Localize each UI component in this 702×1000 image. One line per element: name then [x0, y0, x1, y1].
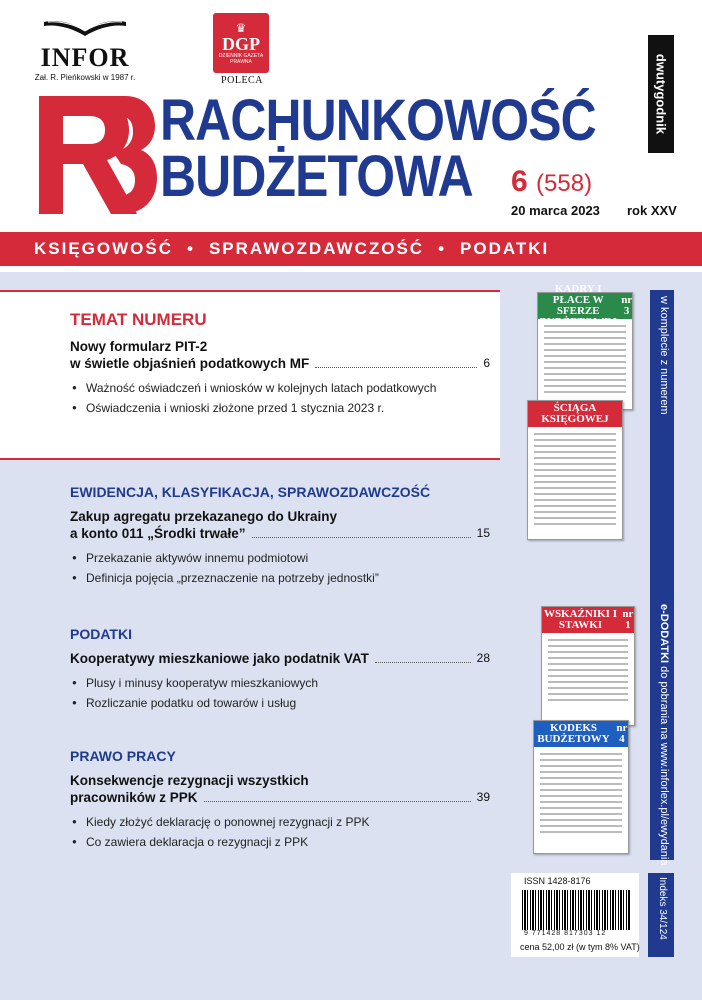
article-title[interactable] — [70, 508, 490, 542]
insert-thumbnail[interactable] — [537, 283, 633, 410]
eagle-icon: ♛ — [235, 21, 247, 35]
list-item: ● Ważność oświadczeń i wniosków w kolejnych latach podatkowych — [70, 380, 490, 396]
edodatki-bold: e-DODATKI — [658, 604, 670, 664]
article-title-line: Nowy formularz PIT-2 — [70, 339, 208, 354]
insert-thumbnail[interactable] — [527, 400, 623, 540]
insert-thumbnail[interactable] — [533, 720, 629, 854]
issue-year: rok XXV — [627, 203, 677, 218]
list-item: ● Przekazanie aktywów innemu podmiotowi — [70, 550, 490, 566]
index-label: Indeks 34/124 — [657, 877, 668, 940]
price: cena 52,00 zł (w tym 8% VAT) — [520, 942, 640, 952]
article-title-line: w świetle objaśnień podatkowych MF — [70, 356, 310, 371]
article-title-line: a konto 011 „Środki trwałe” — [70, 526, 246, 541]
article-title-line: pracowników z PPK — [70, 790, 198, 805]
insert-title: KODEKS BUDŻETOWY nr 4 — [534, 721, 628, 747]
infor-founded: Zał. R. Pieńkowski w 1987 r. — [34, 73, 136, 82]
section-podatki — [70, 626, 490, 715]
article-title[interactable] — [70, 650, 490, 667]
section-heading: PRAWO PRACY — [70, 748, 176, 764]
article-title-line: Konsekwencje rezygnacji wszystkich — [70, 773, 309, 788]
issn: ISSN 1428-8176 — [524, 876, 591, 886]
title-line-1: RACHUNKOWOŚĆ — [160, 88, 596, 153]
topic-3: PODATKI — [460, 239, 550, 258]
section-ewidencja — [70, 484, 490, 590]
insert-title: KADRY I PŁACE W SFERZE BUDŻETOWEJ nr 3 — [539, 283, 633, 328]
section-temat-numeru — [70, 310, 490, 420]
issue-number — [511, 165, 592, 199]
topic-sep: • — [187, 239, 195, 258]
article-title-line: Zakup agregatu przekazanego do Ukrainy — [70, 509, 338, 524]
bundle-label: w komplecie z numerem — [658, 296, 670, 415]
frequency-badge — [648, 35, 674, 153]
rb-logo-icon — [33, 88, 158, 223]
insert-thumbnail[interactable] — [541, 606, 635, 726]
section-heading: TEMAT NUMERU — [70, 310, 207, 329]
list-item: ● Kiedy złożyć deklarację o ponownej rezygnacji z PPK — [70, 814, 490, 830]
section-heading: EWIDENCJA, KLASYFIKACJA, SPRAWOZDAWCZOŚĆ — [70, 484, 431, 500]
dgp-poleca: POLECA — [221, 75, 263, 86]
dgp-logo — [213, 13, 271, 86]
article-title[interactable] — [70, 772, 490, 806]
issue-total: (558) — [536, 170, 593, 197]
issue-date: 20 marca 2023 — [511, 203, 600, 218]
topic-2: SPRAWOZDAWCZOŚĆ — [208, 239, 425, 258]
insert-title: WSKAŹNIKI I STAWKI nr 1 — [543, 608, 634, 631]
issue-no: 6 — [511, 165, 528, 198]
page-number: 39 — [476, 790, 490, 804]
open-book-icon — [42, 18, 128, 38]
list-item: ● Plusy i minusy kooperatyw mieszkaniowych — [70, 675, 490, 691]
dgp-subtitle: DZIENNIK GAZETA PRAWNA — [218, 53, 264, 65]
topics-bar — [0, 232, 702, 266]
infor-logo — [30, 18, 140, 82]
barcode-digits: 9 771428 817303 12 — [524, 930, 607, 937]
barcode-icon — [522, 890, 630, 930]
infor-wordmark: INFOR — [40, 43, 130, 72]
dgp-wordmark: DGP — [222, 34, 260, 54]
list-item: ● Rozliczanie podatku od towarów i usług — [70, 695, 490, 711]
topic-sep: • — [438, 239, 447, 258]
page-number: 6 — [483, 356, 490, 370]
list-item: ● Definicja pojęcia „przeznaczenie na potrzeby jednostki” — [70, 570, 490, 586]
topic-1: KSIĘGOWOŚĆ — [34, 239, 174, 258]
edodatki-rest: do pobrania na www.inforlex.pl/ewydania — [658, 663, 670, 866]
page-number: 15 — [476, 526, 490, 540]
index-badge — [648, 873, 674, 957]
section-prawo-pracy — [70, 748, 490, 854]
page-number: 28 — [476, 651, 490, 665]
section-heading: PODATKI — [70, 626, 132, 642]
article-title[interactable] — [70, 338, 490, 372]
list-item: ● Co zawiera deklaracja o rezygnacji z PPK — [70, 834, 490, 850]
insert-title: ŚCIĄGA KSIĘGOWEJ — [528, 401, 622, 427]
article-title-line: Kooperatywy mieszkaniowe jako podatnik VAT — [70, 651, 369, 666]
frequency-label: dwutygodnik — [653, 53, 669, 135]
list-item: ● Oświadczenia i wnioski złożone przed 1 stycznia 2023 r. — [70, 400, 490, 416]
title-line-2: BUDŻETOWA — [160, 144, 473, 209]
edodatki-label — [658, 604, 670, 865]
